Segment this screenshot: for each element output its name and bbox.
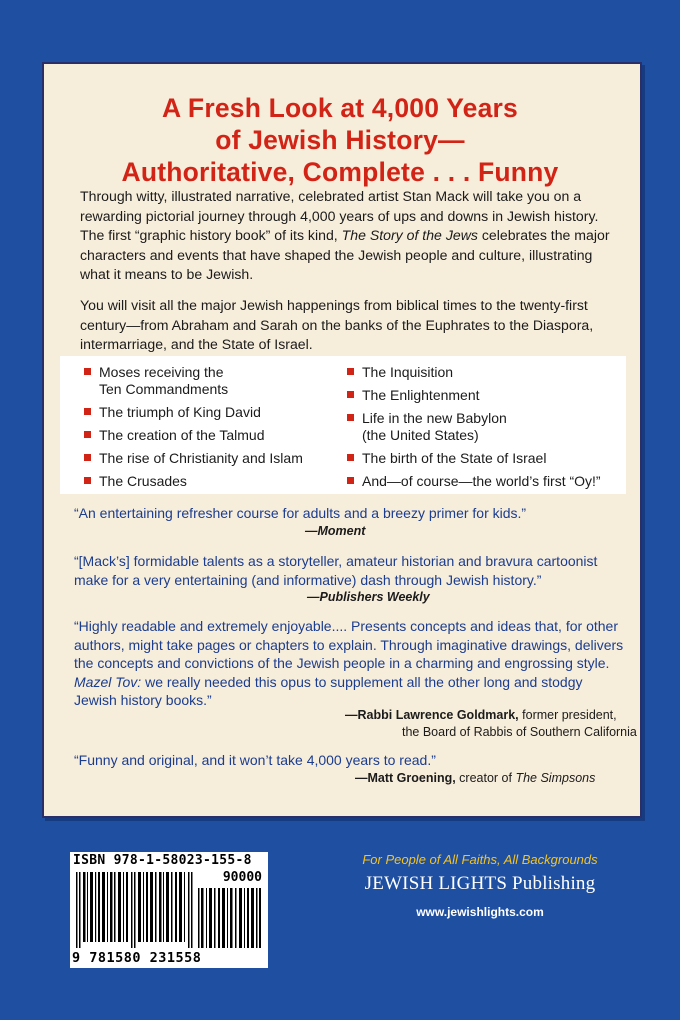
quote-source-groening: —Matt Groening, creator of The Simpsons xyxy=(355,771,596,785)
quote-source-publishers-weekly: —Publishers Weekly xyxy=(307,590,430,604)
intro-paragraph-1 xyxy=(80,187,620,285)
book-title: The Story of the Jews xyxy=(341,227,478,243)
list-item: Life in the new Babylon (the United States) xyxy=(347,410,522,443)
quote-source-goldmark-role: the Board of Rabbis of Southern California xyxy=(402,725,637,739)
intro-paragraph-2: You will visit all the major Jewish happenings from biblical times to the twenty-first century—from Abraham and Sarah on the banks of the Euphrates to the Diaspora, intermarriage, and the State of Israel. xyxy=(80,297,594,352)
list-item: Moses receiving the Ten Commandments xyxy=(84,364,239,397)
list-item: And—of course—the world’s first “Oy!” xyxy=(347,473,617,490)
barcode xyxy=(70,852,268,968)
list-item: The rise of Christianity and Islam xyxy=(84,450,344,467)
list-item: The creation of the Talmud xyxy=(84,427,344,444)
intro-p1-part-b: celebrates the major characters and events that have shaped the Jewish people and culture, illustrating what it means to be Jewish. xyxy=(80,227,610,282)
barcode-digits: 9 781580 231558 xyxy=(72,950,202,966)
barcode-bars xyxy=(76,872,194,948)
list-item: The birth of the State of Israel xyxy=(347,450,617,467)
quote-source-moment: —Moment xyxy=(305,524,366,538)
list-item: The Crusades xyxy=(84,473,344,490)
isbn-number: ISBN 978-1-58023-155-8 xyxy=(73,853,252,868)
publisher-url: www.jewishlights.com xyxy=(416,905,544,919)
headline-line-2: of Jewish History— xyxy=(215,125,465,155)
bullet-column-right xyxy=(347,364,617,496)
quote-moment: “An entertaining refresher course for adults and a breezy primer for kids.” xyxy=(74,505,527,521)
bullet-column-left xyxy=(84,364,344,496)
headline-line-3: Authoritative, Complete . . . Funny xyxy=(121,157,559,187)
quote-source-goldmark: —Rabbi Lawrence Goldmark, former president, xyxy=(345,708,617,722)
headline xyxy=(0,92,680,188)
bullet-list-panel xyxy=(60,356,626,494)
intro-p1-part-a: Through witty, illustrated narrative, celebrated artist Stan Mack will take you on a rewarding pictorial journey through 4,000 years of ups and downs in Jewish history. The first “graphic history book” of its kind, xyxy=(80,188,599,243)
list-item: The Enlightenment xyxy=(347,387,617,404)
headline-line-1: A Fresh Look at 4,000 Years xyxy=(162,93,518,123)
quote-groening: “Funny and original, and it won’t take 4,000 years to read.” xyxy=(74,752,436,768)
publisher-name: JEWISH LIGHTS Publishing xyxy=(364,873,596,894)
publisher-tagline: For People of All Faiths, All Backgrounds xyxy=(362,852,598,867)
barcode-addon-bars xyxy=(198,888,262,948)
list-item: The triumph of King David xyxy=(84,404,344,421)
price-code: 90000 xyxy=(222,870,262,885)
list-item: The Inquisition xyxy=(347,364,617,381)
quote-publishers-weekly: “[Mack’s] formidable talents as a storyteller, amateur historian and bravura cartoonist make for a very entertaining (and informative) dash through Jewish history.” xyxy=(74,553,598,588)
quote-goldmark: “Highly readable and extremely enjoyable.... Presents concepts and ideas that, for other authors, might take pages or chapters to explain. Through imaginative drawings, delivers the concepts and convictions of the Jewish people in a charming and engrossing style. Mazel Tov: we really needed this opus to supplement all the other long and stodgy Jewish history books.” xyxy=(74,618,624,708)
